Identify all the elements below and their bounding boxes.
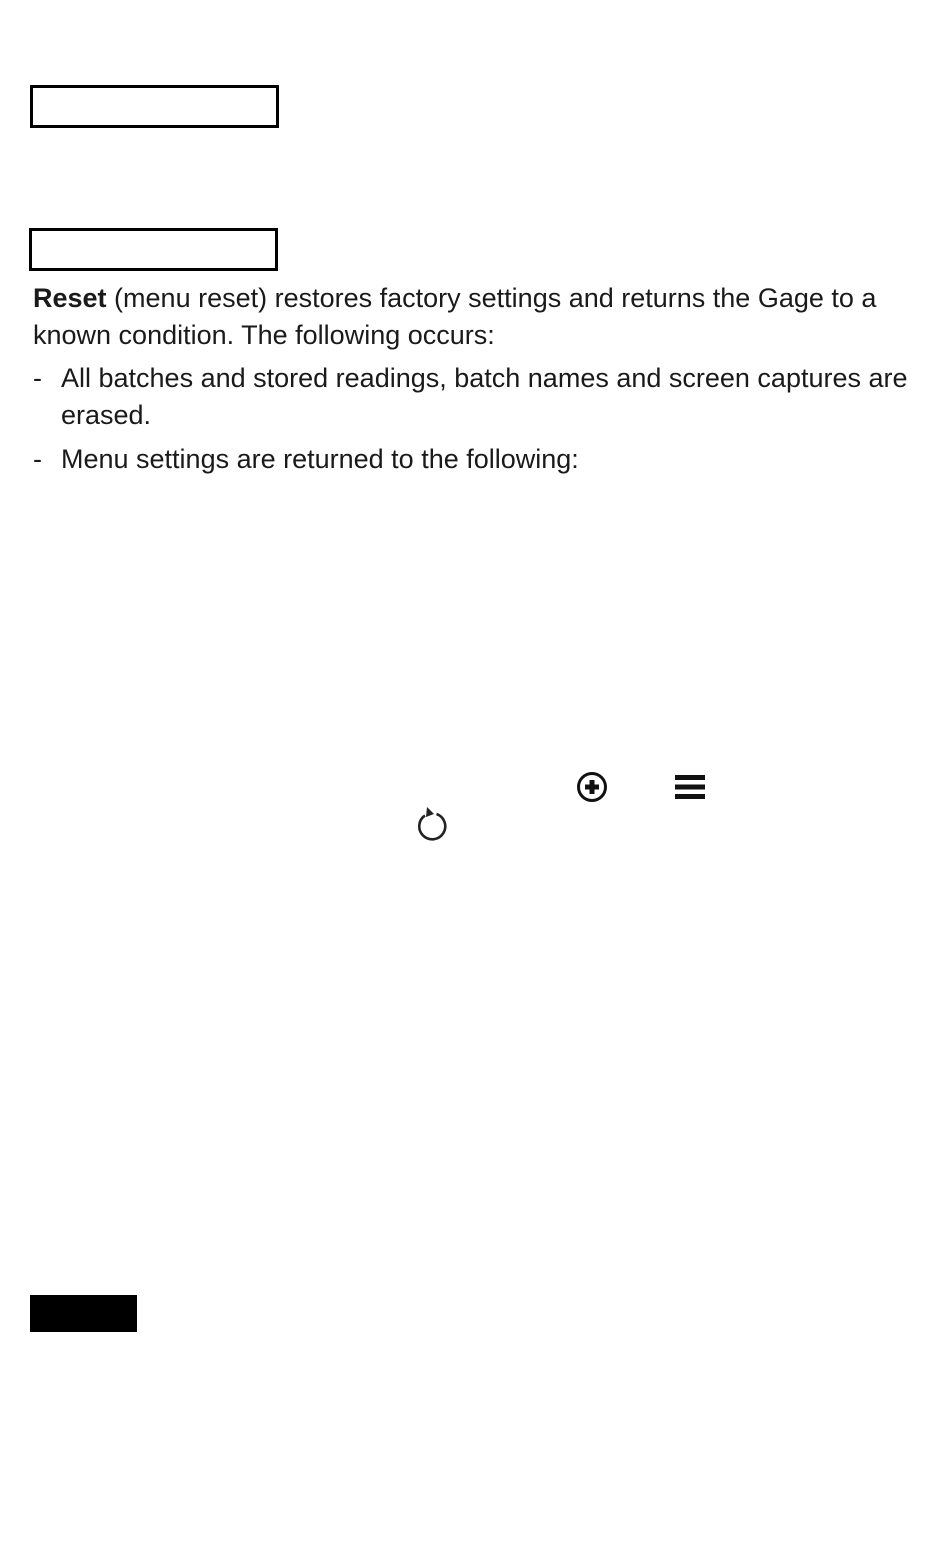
heading-box-top [30,85,279,128]
reset-term: Reset [33,283,107,313]
heading-box-reset [29,228,278,271]
circled-plus-icon [576,771,608,803]
list-item [33,441,913,478]
reset-icon [414,803,450,841]
list-dash: - [33,363,42,393]
list-item-text: Menu settings are returned to the following: [61,444,579,474]
menu-icon [675,775,705,799]
reset-description [33,280,923,354]
list-dash: - [33,444,42,474]
reset-intro-text: (menu reset) restores factory settings and returns the Gage to a known condition. The following occurs: [33,283,877,350]
list-item [33,360,913,434]
black-tab-marker [30,1295,137,1332]
list-item-text: All batches and stored readings, batch names and screen captures are erased. [61,363,908,430]
